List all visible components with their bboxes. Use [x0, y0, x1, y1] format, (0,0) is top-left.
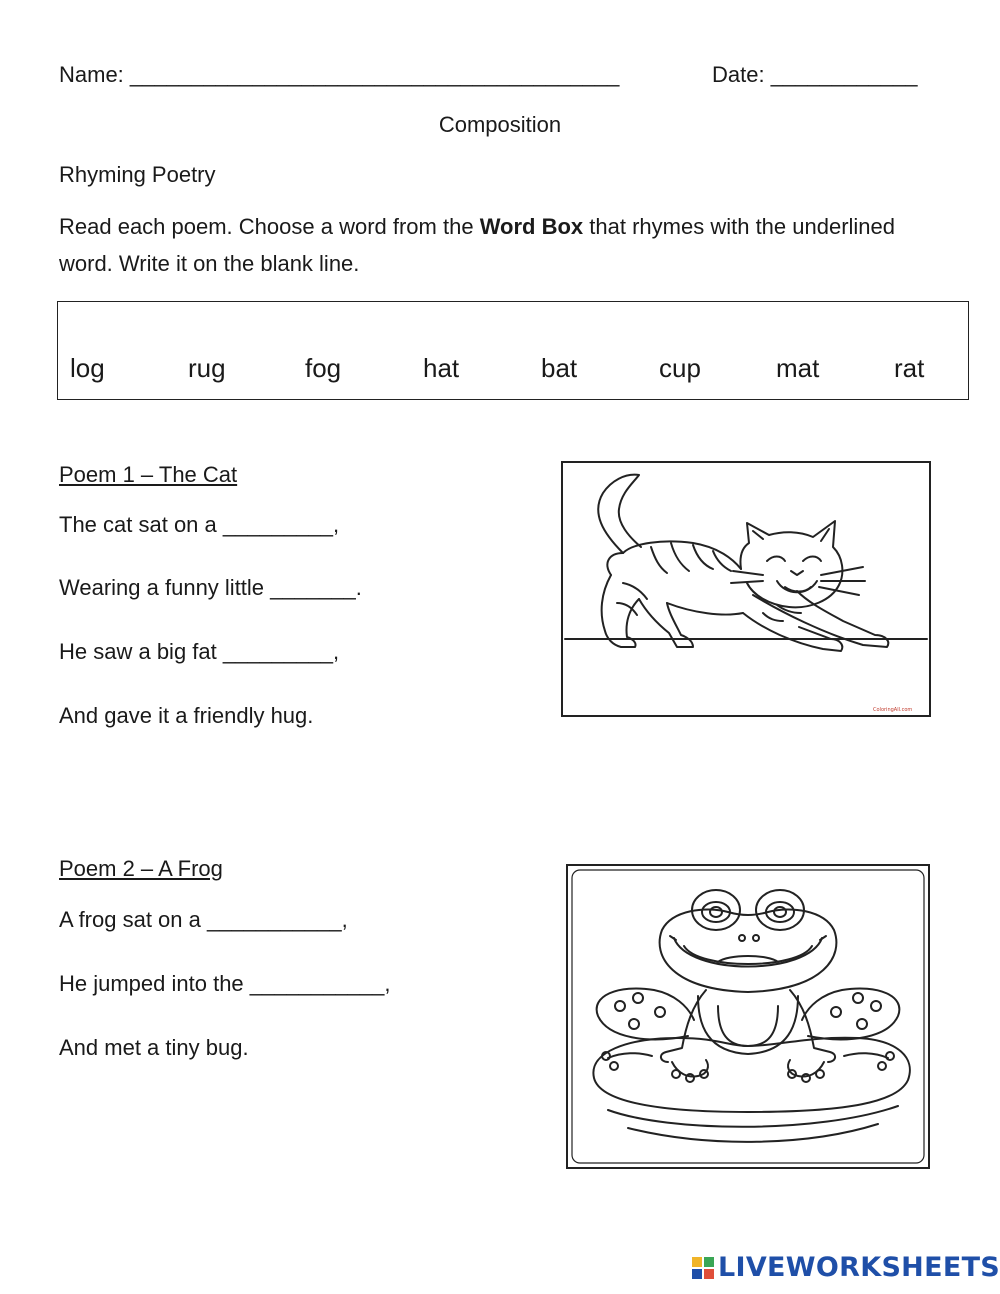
instructions [59, 208, 939, 282]
poem1-line: And gave it a friendly hug. [59, 703, 314, 728]
liveworksheets-logo [692, 1252, 1000, 1283]
page-title: Composition [438, 112, 562, 137]
instructions-part2: that rhymes with the underlined word. Write it on the blank line. [59, 214, 896, 276]
word-box-item: rat [894, 353, 925, 383]
word-box-item: mat [776, 353, 820, 383]
word-box-item: cup [659, 353, 701, 383]
brand-name: LIVEWORKSHEETS [718, 1252, 1000, 1283]
instructions-part1: Read each poem. Choose a word from the [59, 214, 480, 239]
name-field-line: Name: ________________________________________ [59, 62, 620, 87]
cat-illustration [561, 461, 931, 717]
poem1-line: Wearing a funny little _______. [59, 575, 362, 600]
poem2-line: He jumped into the ___________, [59, 971, 391, 996]
word-box-item: log [70, 353, 105, 383]
page-subtitle: Rhyming Poetry [59, 162, 216, 187]
word-box-item: hat [423, 353, 460, 383]
frog-icon [568, 866, 928, 1167]
poem2-line: A frog sat on a ___________, [59, 907, 348, 932]
poem1-line: The cat sat on a _________, [59, 512, 340, 537]
word-box [57, 301, 969, 400]
poem1-title: Poem 1 – The Cat [59, 462, 238, 487]
word-box-item: rug [188, 353, 226, 383]
poem1-line: He saw a big fat _________, [59, 639, 340, 664]
poem2-title: Poem 2 – A Frog [59, 856, 223, 881]
poem2-line: And met a tiny bug. [59, 1035, 249, 1060]
instructions-bold: Word Box [479, 214, 584, 239]
logo-grid-icon [692, 1257, 714, 1279]
date-field-line: Date: ____________ [712, 62, 918, 87]
word-box-item: fog [305, 353, 342, 383]
frog-illustration [566, 864, 930, 1169]
cat-image-credit: ColoringAll.com [873, 707, 913, 713]
cat-icon [563, 463, 929, 715]
word-box-item: bat [541, 353, 578, 383]
